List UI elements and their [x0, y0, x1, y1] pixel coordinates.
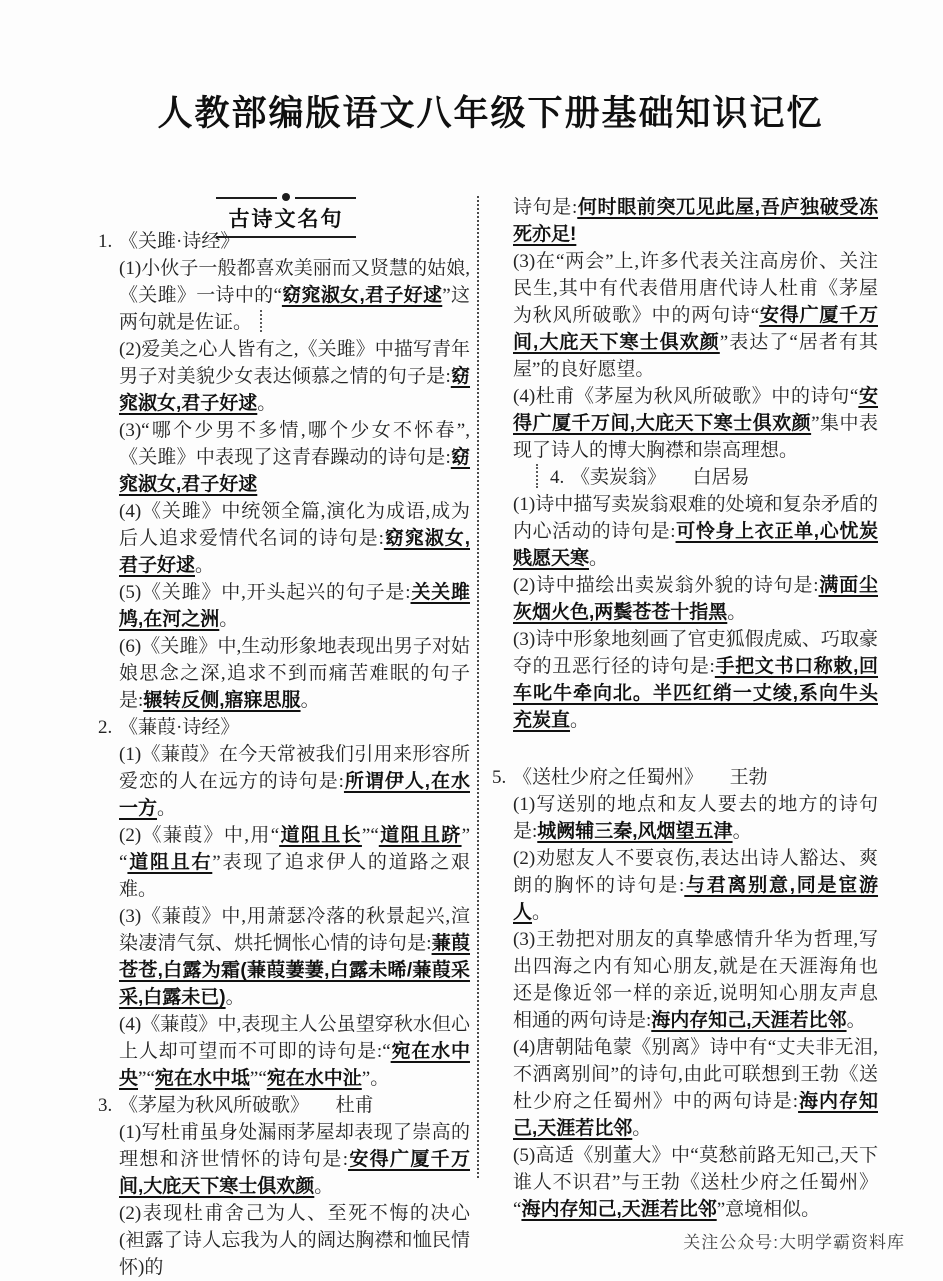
paragraph	[98, 822, 470, 903]
item-number: 1.	[98, 231, 113, 252]
answer-text: 窈窕淑女,君子好逑	[281, 285, 443, 306]
paragraph	[492, 1034, 878, 1142]
text-run: ”“	[138, 1068, 155, 1089]
item-heading	[98, 714, 470, 741]
right-column	[492, 194, 878, 1223]
item-heading	[492, 464, 878, 491]
item-title: 《蒹葭·诗经》	[119, 717, 240, 738]
answer-text: 安得广厦千万间,大庇天下寒士俱欢颜	[513, 305, 878, 353]
text-run: ”。	[361, 1068, 390, 1089]
text-run: (3)“哪个少男不多情,哪个少女不怀春”,《关雎》中表现了这青春躁动的诗句是:	[119, 420, 470, 468]
text-run: ”这两句就是佐证。	[119, 285, 471, 333]
paragraph	[98, 417, 470, 498]
answer-text: 道阻且跻	[378, 825, 462, 846]
paragraph	[492, 626, 878, 734]
left-column	[98, 228, 470, 1281]
answer-text: 宛在水中坻	[154, 1068, 250, 1089]
item-author: 杜甫	[335, 1095, 374, 1116]
answer-text: 窈窕淑女,君子好逑	[119, 528, 470, 576]
item-heading	[98, 1092, 470, 1119]
item-title: 《送杜少府之任蜀州》	[513, 767, 704, 788]
dotted-mark	[260, 310, 262, 332]
answer-text: 宛在水中沚	[266, 1068, 362, 1089]
item-title: 《卖炭翁》	[571, 467, 667, 488]
item-heading	[492, 764, 878, 791]
answer-text: 安得广厦千万间,大庇天下寒士俱欢颜	[513, 386, 878, 434]
text-run: ”表达了“居者有其屋”的良好愿望。	[513, 332, 879, 380]
text-run: 。	[157, 798, 177, 819]
paragraph	[98, 579, 470, 633]
paragraph	[98, 336, 470, 417]
text-run: (3)诗中形象地刻画了官吏狐假虎威、巧取豪夺的丑恶行径的诗句是:	[513, 629, 878, 677]
paragraph	[492, 491, 878, 572]
badge-line-left	[216, 197, 277, 199]
text-run: ”集中表现了诗人的博大胸襟和崇高理想。	[513, 413, 879, 461]
paragraph	[492, 791, 878, 845]
item-number: 2.	[98, 717, 113, 738]
text-run: (2)诗中描绘出卖炭翁外貌的诗句是:	[513, 575, 819, 596]
text-run: (5)高适《别董大》中“莫愁前路无知己,天下谁人不识君”与王勃《送杜少府之任蜀州》“	[513, 1145, 878, 1220]
answer-text: 可怜身上衣正单,心忧炭贱愿天寒	[513, 521, 879, 569]
paragraph	[98, 1011, 470, 1092]
answer-text: 与君离别意,同是宦游人	[513, 875, 879, 923]
paragraph	[98, 903, 470, 1011]
text-run: 。	[532, 902, 552, 923]
text-run: (4)杜甫《茅屋为秋风所破歌》中的诗句“	[513, 386, 859, 407]
answer-text: 安得广厦千万间,大庇天下寒士俱欢颜	[119, 1149, 470, 1197]
text-run: 。	[314, 1176, 334, 1197]
text-run: (1)《蒹葭》在今天常被我们引用来形容所爱恋的人在远方的诗句是:	[119, 744, 470, 792]
badge-line-right	[295, 197, 356, 199]
item-author: 白居易	[692, 467, 750, 488]
answer-text: 海内存知己,天涯若比邻	[651, 1010, 847, 1031]
column-divider	[477, 196, 479, 1178]
answer-text: 海内存知己,天涯若比邻	[521, 1199, 717, 1220]
paragraph	[492, 194, 878, 248]
answer-text: 道阻且右	[127, 852, 213, 873]
answer-text: 何时眼前突兀见此屋,吾庐独破受冻死亦足!	[513, 197, 879, 245]
text-run: (2)表现杜甫舍己为人、至死不悔的决心(袒露了诗人忘我为人的阔达胸襟和恤民情怀)的	[119, 1203, 470, 1278]
paragraph	[98, 498, 470, 579]
text-run: ”“	[361, 825, 379, 846]
item-number: 3.	[98, 1095, 113, 1116]
answer-text: 海内存知己,天涯若比邻	[513, 1091, 878, 1139]
footer-note: 关注公众号:大明学霸资料库	[683, 1233, 905, 1252]
page-title: 人教部编版语文八年级下册基础知识记忆	[157, 94, 824, 133]
text-run: (3)在“两会”上,许多代表关注高房价、关注民生,其中有代表借用唐代诗人杜甫《茅屋为秋风所破歌》中的两句诗“	[513, 251, 878, 326]
paragraph	[98, 1200, 470, 1281]
text-run: (2)劝慰友人不要哀伤,表达出诗人豁达、爽朗的胸怀的诗句是:	[513, 848, 878, 896]
answer-text: 道阻且长	[279, 825, 362, 846]
paragraph	[98, 1119, 470, 1200]
answer-text: 所谓伊人,在水一方	[119, 771, 470, 819]
badge-dot-icon	[282, 193, 290, 201]
text-run: ”表现了追求伊人的道路之艰难。	[119, 852, 470, 900]
item-author: 王勃	[729, 767, 768, 788]
paragraph	[492, 926, 878, 1034]
answer-text: 宛在水中央	[119, 1041, 470, 1089]
text-run: 。	[632, 1118, 652, 1139]
answer-text: 关关雎鸠,在河之洲	[119, 582, 470, 630]
text-run: (6)《关雎》中,生动形象地表现出男子对姑娘思念之深,追求不到而痛苦难眠的句子是:	[119, 636, 470, 711]
item-title: 《茅屋为秋风所破歌》	[119, 1095, 310, 1116]
text-run: (4)唐朝陆龟蒙《别离》诗中有“丈夫非无泪,不洒离别间”的诗句,由此可联想到王勃《送杜少府之任蜀州》中的两句诗是:	[513, 1037, 878, 1112]
paragraph	[492, 248, 878, 383]
item-title: 《关雎·诗经》	[119, 231, 240, 252]
text-run: 。	[225, 987, 245, 1008]
text-run: ”“	[119, 825, 470, 873]
paragraph	[98, 633, 470, 714]
text-run: (1)写杜甫虽身处漏雨茅屋却表现了崇高的理想和济世情怀的诗句是:	[119, 1122, 470, 1170]
text-run: 诗句是:	[513, 197, 578, 218]
text-run: (2)爱美之心人皆有之,《关雎》中描写青年男子对美貌少女表达倾慕之情的句子是:	[119, 339, 470, 387]
text-run: 。	[219, 609, 239, 630]
text-run: (5)《关雎》中,开头起兴的句子是:	[119, 582, 411, 603]
dotted-mark	[536, 464, 538, 488]
text-run: (4)《蒹葭》中,表现主人公虽望穿秋水但心上人却可望而不可即的诗句是:“	[119, 1014, 470, 1062]
text-run: (1)小伙子一般都喜欢美丽而又贤慧的姑娘,《关雎》一诗中的“	[119, 258, 470, 306]
text-run: 。	[300, 690, 320, 711]
text-run: 。	[195, 555, 215, 576]
text-run: 。	[727, 602, 747, 623]
text-run: ”“	[249, 1068, 267, 1089]
text-run: ”意境相似。	[716, 1199, 821, 1220]
text-run: (4)《关雎》中统领全篇,演化为成语,成为后人追求爱情代名词的诗句是:	[119, 501, 470, 549]
paragraph	[98, 741, 470, 822]
answer-text: 手把文书口称敕,回车叱牛牵向北。半匹红绡一丈绫,系向牛头充炭直	[513, 656, 878, 731]
answer-text: 窈窕淑女,君子好逑	[119, 366, 470, 414]
text-run: 。	[732, 821, 752, 842]
answer-text: 城阙辅三秦,风烟望五津	[537, 821, 733, 842]
answer-text: 满面尘灰烟火色,两鬓苍苍十指黑	[513, 575, 878, 623]
item-heading	[98, 228, 470, 255]
paragraph	[98, 255, 470, 336]
text-run: 。	[570, 710, 590, 731]
paragraph	[492, 572, 878, 626]
text-run: (1)写送别的地点和友人要去的地方的诗句是:	[513, 794, 878, 842]
text-run: (1)诗中描写卖炭翁艰难的处境和复杂矛盾的内心活动的诗句是:	[513, 494, 878, 542]
text-run: 。	[257, 393, 277, 414]
text-run: (3)《蒹葭》中,用萧瑟冷落的秋景起兴,渲染凄清气氛、烘托惆怅心情的诗句是:	[119, 906, 470, 954]
paragraph	[492, 845, 878, 926]
text-run: 。	[589, 548, 609, 569]
text-run: 。	[846, 1010, 866, 1031]
badge-ornament	[216, 193, 356, 203]
item-number: 5.	[492, 767, 507, 788]
paragraph	[492, 1142, 878, 1223]
text-run: (2)《蒹葭》中,用“	[119, 825, 280, 846]
paragraph	[492, 383, 878, 464]
badge-label: 古诗文名句	[216, 203, 356, 238]
answer-text: 窈窕淑女,君子好逑	[119, 447, 470, 495]
text-run: (3)王勃把对朋友的真挚感情升华为哲理,写出四海之内有知心朋友,就是在天涯海角也还是像近邻一样的亲近,说明知心朋友声息相通的两句诗是:	[513, 929, 878, 1031]
item-number: 4.	[550, 467, 565, 488]
answer-text: 蒹葭苍苍,白露为霜(蒹葭萋萋,白露未晞/蒹葭采采,白露未已)	[119, 933, 470, 1008]
answer-text: 辗转反侧,寤寐思服	[143, 690, 301, 711]
